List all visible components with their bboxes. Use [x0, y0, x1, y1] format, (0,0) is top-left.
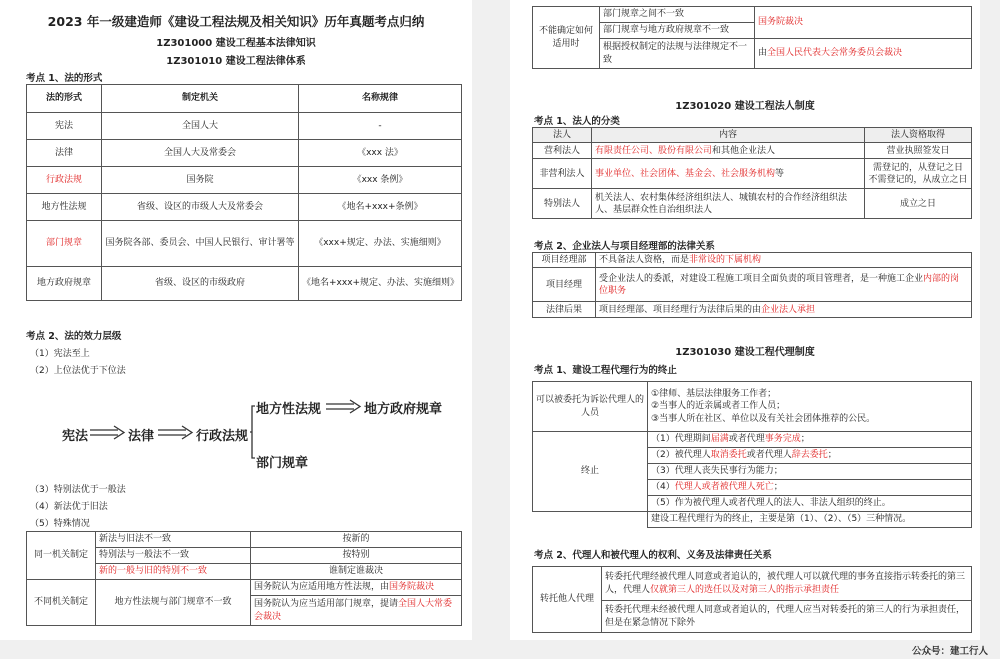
cell: 新法与旧法不一致 — [96, 532, 251, 548]
footer-watermark: 公众号：建工行人 — [911, 646, 988, 657]
list-item: （3）特别法优于一般法 — [30, 485, 126, 495]
kp-heading: 考点 1、建设工程代理行为的终止 — [534, 365, 677, 376]
diagram-node-constitution: 宪法 — [62, 429, 89, 444]
cell: 转委托代理未经被代理人同意或者追认的，代理人应当对转委托的第三人的行为承担责任，但是在紧急情况下除外 — [602, 601, 972, 633]
cell: 《xxx+规定、办法、实施细则》 — [299, 221, 462, 267]
arrow-icon — [326, 400, 360, 413]
cell: 谁制定谁裁决 — [251, 564, 462, 580]
list-item: （1）宪法至上 — [30, 349, 90, 359]
cell: 成立之日 — [865, 189, 972, 219]
kp2-heading: 考点 2、法的效力层级 — [26, 331, 122, 342]
cell: 国务院认为应适用地方性法规，由国务院裁决 — [251, 580, 462, 596]
conflict-table-continued — [532, 6, 972, 69]
cell: 《xxx 条例》 — [299, 167, 462, 194]
kp1-heading: 考点 1、法的形式 — [26, 73, 103, 84]
arrow-icon — [90, 426, 124, 439]
legal-person-table — [532, 127, 972, 219]
cell: 行政法规 — [27, 167, 102, 194]
cell: 国务院 — [102, 167, 299, 194]
cell: 国务院裁决 — [755, 7, 972, 39]
cell: 法人 — [533, 128, 592, 143]
cell: 国务院认为应当适用部门规章，提请全国人大常委会裁决 — [251, 596, 462, 626]
cell: 按新的 — [251, 532, 462, 548]
right-page — [510, 0, 980, 640]
cell: 地方政府规章 — [27, 267, 102, 301]
cell: 项目经理部、项目经理行为法律后果的由企业法人承担 — [596, 302, 972, 318]
cell: 可以被委托为诉讼代理人的人员 — [533, 382, 648, 432]
kp-heading: 考点 2、代理人和被代理人的权利、义务及法律责任关系 — [534, 550, 772, 561]
conflict-table — [26, 531, 462, 626]
cell: 部门规章 — [27, 221, 102, 267]
cell: （2）被代理人取消委托或者代理人辞去委托； — [648, 448, 972, 464]
th-naming: 名称规律 — [299, 85, 462, 113]
list-item: （2）上位法优于下位法 — [30, 366, 126, 376]
cell: 《地名+xxx+规定、办法、实施细则》 — [299, 267, 462, 301]
arrow-icon — [158, 426, 192, 439]
sub-agency-table — [532, 566, 972, 633]
cell: （3）代理人丧失民事行为能力； — [648, 464, 972, 480]
cell: 法律 — [27, 140, 102, 167]
cell: 非营利法人 — [533, 159, 592, 189]
section-heading: 1Z301010 建设工程法律体系 — [166, 56, 306, 67]
cell: 国务院各部、委员会、中国人民银行、审计署等 — [102, 221, 299, 267]
cell: 省级、设区的市级政府 — [102, 267, 299, 301]
cell: 部门规章之间不一致 — [600, 7, 755, 23]
diagram-node-admin-regulation: 行政法规 — [196, 429, 249, 444]
cell: 法人资格取得 — [865, 128, 972, 143]
cell: - — [299, 113, 462, 140]
cell: 全国人大及常委会 — [102, 140, 299, 167]
section-heading: 1Z301030 建设工程代理制度 — [675, 347, 815, 358]
cell: 需登记的，从登记之日 不需登记的，从成立之日 — [865, 159, 972, 189]
cell: 项目经理 — [533, 268, 596, 302]
cell: 新的一般与旧的特别不一致 — [96, 564, 251, 580]
list-item: （4）新法优于旧法 — [30, 502, 108, 512]
bracket-line — [250, 406, 255, 458]
cell: 受企业法人的委派，对建设工程施工项目全面负责的项目管理者，是一种施工企业内部的岗位职务 — [596, 268, 972, 302]
cell: 营利法人 — [533, 143, 592, 159]
diagram-node-dept-rule: 部门规章 — [256, 456, 309, 471]
section-heading: 1Z301020 建设工程法人制度 — [675, 101, 815, 112]
cell: 宪法 — [27, 113, 102, 140]
cell: 转托他人代理 — [533, 567, 602, 633]
kp-heading: 考点 1、法人的分类 — [534, 116, 620, 127]
cell: 不具备法人资格，而是非常设的下属机构 — [596, 253, 972, 268]
cell: 不能确定如何适用时 — [533, 7, 600, 69]
cell: 同一机关制定 — [27, 532, 96, 580]
agency-termination-table — [532, 381, 972, 528]
cell: 法律后果 — [533, 302, 596, 318]
cell: 转委托代理经被代理人同意或者追认的，被代理人可以就代理的事务直接指示转委托的第三人，代理人仅就第三人的选任以及对第三人的指示承担责任 — [602, 567, 972, 601]
left-page — [0, 0, 472, 640]
cell: 特别法与一般法不一致 — [96, 548, 251, 564]
list-item: （5）特殊情况 — [30, 519, 90, 529]
diagram-node-local-regulation: 地方性法规 — [256, 402, 322, 417]
kp-heading: 考点 2、企业法人与项目经理部的法律关系 — [534, 241, 715, 252]
cell: 《xxx 法》 — [299, 140, 462, 167]
cell: 特别法人 — [533, 189, 592, 219]
cell: 《地名+xxx+条例》 — [299, 194, 462, 221]
cell: 部门规章与地方政府规章不一致 — [600, 23, 755, 39]
cell: 建设工程代理行为的终止，主要是第（1）、（2）、（5）三种情况。 — [648, 512, 972, 528]
cell: 省级、设区的市级人大及常委会 — [102, 194, 299, 221]
cell: 全国人大 — [102, 113, 299, 140]
cell: 不同机关制定 — [27, 580, 96, 626]
cell: 有限责任公司、股份有限公司和其他企业法人 — [592, 143, 865, 159]
cell: 事业单位、社会团体、基金会、社会服务机构等 — [592, 159, 865, 189]
cell: 项目经理部 — [533, 253, 596, 268]
cell: 地方性法规与部门规章不一致 — [96, 580, 251, 626]
cell: 终止 — [533, 432, 648, 512]
cell: 机关法人、农村集体经济组织法人、城镇农村的合作经济组织法人、基层群众性自治组织法人 — [592, 189, 865, 219]
cell: （4）代理人或者被代理人死亡； — [648, 480, 972, 496]
project-dept-table — [532, 252, 972, 318]
document-title: 2023 年一级建造师《建设工程法规及相关知识》历年真题考点归纳 — [47, 14, 425, 29]
cell: （5）作为被代理人或者代理人的法人、非法人组织的终止。 — [648, 496, 972, 512]
diagram-node-law: 法律 — [128, 429, 155, 444]
th-form: 法的形式 — [27, 85, 102, 113]
cell: 营业执照签发日 — [865, 143, 972, 159]
cell: 按特别 — [251, 548, 462, 564]
diagram-node-local-gov-rule: 地方政府规章 — [364, 402, 443, 417]
cell: ①律师、基层法律服务工作者； ②当事人的近亲属或者工作人员； ③当事人所在社区、单位以及有关社会团体推荐的公民。 — [648, 382, 972, 432]
cell: 内容 — [592, 128, 865, 143]
cell: 根据授权制定的法规与法律规定不一致 — [600, 39, 755, 69]
cell: 由全国人民代表大会常务委员会裁决 — [755, 39, 972, 69]
cell: 地方性法规 — [27, 194, 102, 221]
th-organ: 制定机关 — [102, 85, 299, 113]
chapter-heading: 1Z301000 建设工程基本法律知识 — [156, 38, 316, 49]
cell: （1）代理期间届满或者代理事务完成； — [648, 432, 972, 448]
